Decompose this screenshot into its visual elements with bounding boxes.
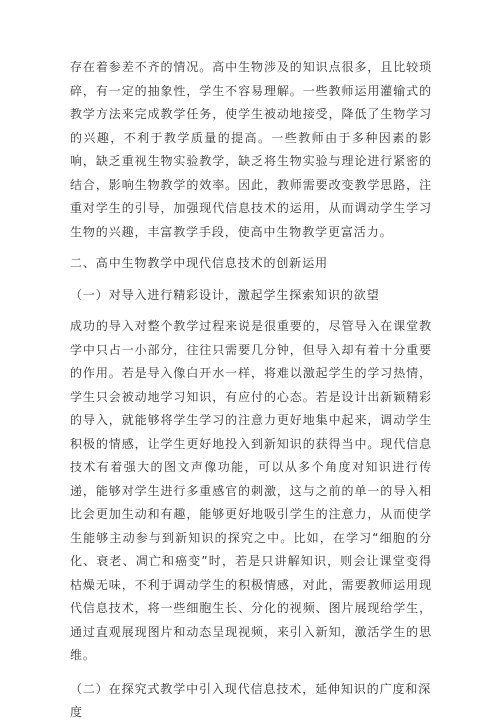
document-page [70, 56, 432, 725]
body-paragraph: 存在着参差不齐的情况。高中生物涉及的知识点很多，且比较琐碎，有一定的抽象性，学生不容易理解。一些教师运用灌输式的教学方法来完成教学任务，使学生被动地接受，降低了生物学习的兴趣，不利于教学质量的提高。一些教师由于多种因素的影响，缺乏重视生物实验教学，缺乏将生物实验与理论进行紧密的结合，影响生物教学的效率。因此，教师需要改变教学思路，注重对学生的引导，加强现代信息技术的运用，从而调动学生学习生物的兴趣，丰富教学手段，使高中生物教学更富活力。 [70, 60, 432, 239]
subsection-heading: （二）在探究式教学中引入现代信息技术，延伸知识的广度和深度 [70, 681, 432, 719]
subsection-heading: （一）对导入进行精彩设计，激起学生探索知识的欲望 [70, 287, 380, 302]
body-paragraph: 成功的导入对整个教学过程来说是很重要的，尽管导入在课堂教学中只占一小部分，往往只需要几分钟，但导入却有着十分重要的作用。若是导入像白开水一样，将难以激起学生的学习热情，学生只会被动地学习知识，有应付的心态。若是设计出新颖精彩的导入，就能够将学生学习的注意力更好地集中起来，调动学生积极的情感，让学生更好地投入到新知识的获得当中。现代信息技术有着强大的图文声像功能，可以从多个角度对知识进行传递，能够对学生进行多重感官的刺激，这与之前的单一的导入相比会更加生动和有趣，能够更好地吸引学生的注意力，从而使学生能够主动参与到新知识的探究之中。比如，在学习“细胞的分化、衰老、凋亡和癌变”时，若是只讲解知识，则会让课堂变得枯燥无味，不利于调动学生的积极情感，对此，需要教师运用现代信息技术，将一些细胞生长、分化的视频、图片展现给学生，通过直观展现图片和动态呈现视频，来引入新知，激活学生的思维。 [70, 319, 432, 662]
section-heading: 二、高中生物教学中现代信息技术的创新运用 [70, 256, 329, 270]
